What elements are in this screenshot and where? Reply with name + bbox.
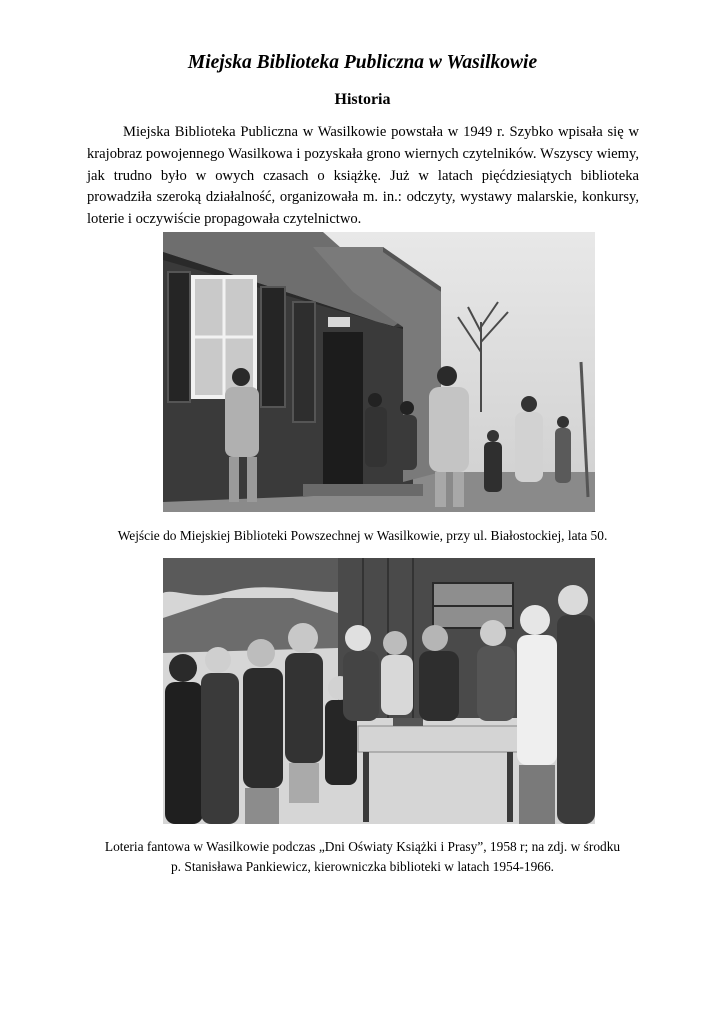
photo-2-caption-line-1: Loteria fantowa w Wasilkowie podczas „Dni Oświaty Książki i Prasy”, 1958 r; na zdj. w środku <box>104 839 621 854</box>
history-paragraph: Miejska Biblioteka Publiczna w Wasilkowie powstała w 1949 r. Szybko wpisała się w krajobraz powojennego Wasilkowa i pozyskała grono wiernych czytelników. Wszyscy wiemy, jak trudno było w owych czasach o książkę. Już w latach pięćdziesiątych biblioteka prowadziła szeroką działalność, organizowała m. in.: odczyty, wystawy malarskie, konkursy, loterie i oczywiście propagowała czytelnictwo. <box>87 124 639 228</box>
document-title: Miejska Biblioteka Publiczna w Wasilkowie <box>187 52 538 73</box>
photo-2-caption-line-2: p. Stanisława Pankiewicz, kierowniczka biblioteki w latach 1954-1966. <box>170 859 555 874</box>
library-entrance-photo <box>163 232 595 512</box>
section-heading: Historia <box>334 91 391 108</box>
lottery-crowd-photo <box>163 558 595 824</box>
photo-1-caption: Wejście do Miejskiej Biblioteki Powszechnej w Wasilkowie, przy ul. Białostockiej, lata 50. <box>117 528 608 543</box>
photo-2-caption <box>0 837 725 877</box>
